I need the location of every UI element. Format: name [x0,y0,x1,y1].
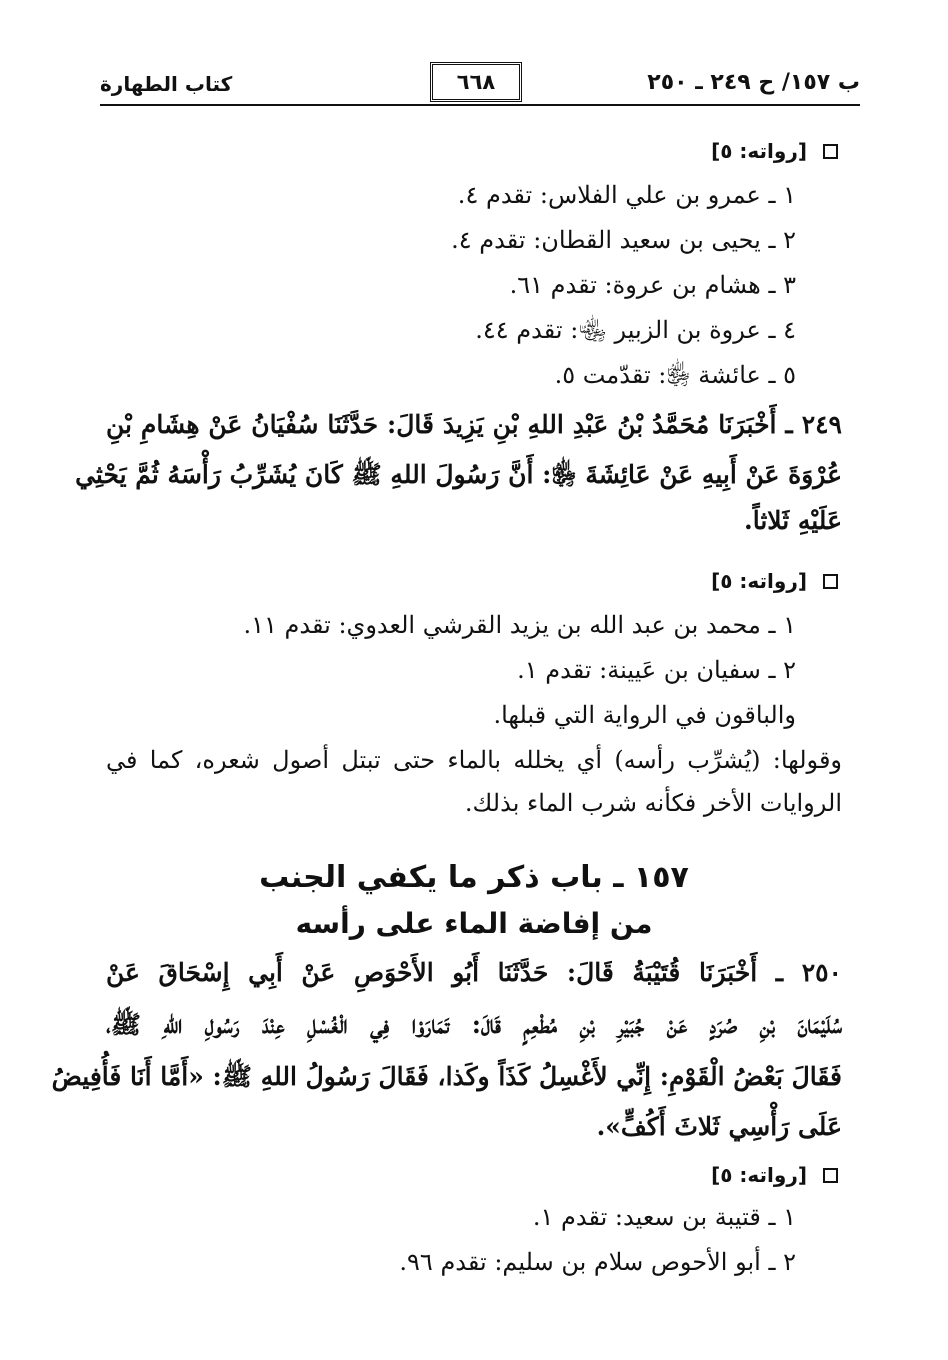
narrator-line: ١ ـ قتيبة بن سعيد: تقدم ١. [532,1203,796,1231]
checkbox-icon [823,1168,838,1183]
narrators-heading-3 [711,1160,838,1190]
hadith-249-line: ٢٤٩ ـ أَخْبَرَنَا مُحَمَّدُ بْنُ عَبْدِ اللهِ بْنِ يَزِيدَ قَالَ: حَدَّثَنَا سُفْيَانُ عَنْ هِشَامِ بْنِ [106,410,842,439]
hadith-250-line: عَلَى رَأْسِي ثَلاثَ أَكُفٍّ». [596,1112,842,1141]
explanation-line: وقولها: (يُشرِّب رأسه) أي يخلله بالماء حتى تبتل أصول شعره، كما في [106,746,843,774]
page-header [100,56,860,110]
narrators-heading-1 [711,136,838,166]
narrator-line: ٥ ـ عائشة ﵂: تقدّمت ٥. [554,361,796,389]
narrators-heading-text: [رواته: ٥] [711,569,807,593]
narrator-line: ٢ ـ سفيان بن عَيينة: تقدم ١. [517,656,796,684]
narrators-heading-text: [رواته: ٥] [711,1163,807,1187]
hadith-250-line: سُلَيْمَانَ بْنِ صُرَدٍ عَنْ جُبَيْرِ بْنِ مُطْعِمٍ قَالَ: تَمَارَوْا فِي الْغُسْلِ عِنْدَ رَسُولِ اللهِ ﷺ، [106,1010,842,1039]
hadith-249-line: عَلَيْهِ ثَلاثاً. [744,506,842,535]
checkbox-icon [823,144,838,159]
remaining-narrators-note: والباقون في الرواية التي قبلها. [493,701,796,729]
narrator-line: ٢ ـ أبو الأحوص سلام بن سليم: تقدم ٩٦. [399,1248,796,1276]
narrator-line: ١ ـ محمد بن عبد الله بن يزيد القرشي العدوي: تقدم ١١. [243,611,796,639]
narrator-line: ٢ ـ يحيى بن سعيد القطان: تقدم ٤. [451,226,796,254]
chapter-title: ١٥٧ ـ باب ذكر ما يكفي الجنب [259,860,689,895]
page-number: ٦٦٨ [456,70,496,94]
header-divider [100,104,860,106]
narrator-line: ٣ ـ هشام بن عروة: تقدم ٦١. [509,271,796,299]
chapter-subtitle: من إفاضة الماء على رأسه [295,907,653,940]
narrator-line: ٤ ـ عروة بن الزبير ﵄: تقدم ٤٤. [475,316,796,344]
checkbox-icon [823,574,838,589]
narrator-line: ١ ـ عمرو بن علي الفلاس: تقدم ٤. [457,181,796,209]
narrators-heading-text: [رواته: ٥] [711,139,807,163]
hadith-250-line: ٢٥٠ ـ أَخْبَرَنَا قُتَيْبَةُ قَالَ: حَدَّثَنَا أَبُو الأَحْوَصِ عَنْ أَبِي إِسْحَاقَ عَنْ [106,958,842,987]
header-book-title: كتاب الطهارة [100,72,233,96]
hadith-249-line: عُرْوَةَ عَنْ أَبِيهِ عَنْ عَائِشَةَ ﵂: أَنَّ رَسُولَ اللهِ ﷺ كَانَ يُشَرِّبُ رَأْسَهُ ثُمَّ يَحْثِي [75,460,842,489]
header-reference: ب ١٥٧/ ح ٢٤٩ ـ ٢٥٠ [647,70,860,95]
page-number-box [430,62,522,102]
hadith-250-line: فَقَالَ بَعْضُ الْقَوْمِ: إِنِّي لأَغْسِلُ كَذَاً وكَذا، فَقَالَ رَسُولُ اللهِ ﷺ: «أَمَّا أَنَا فَأُفِيضُ [51,1062,842,1091]
narrators-heading-2 [711,566,838,596]
explanation-line: الروايات الأخر فكأنه شرب الماء بذلك. [464,789,842,817]
